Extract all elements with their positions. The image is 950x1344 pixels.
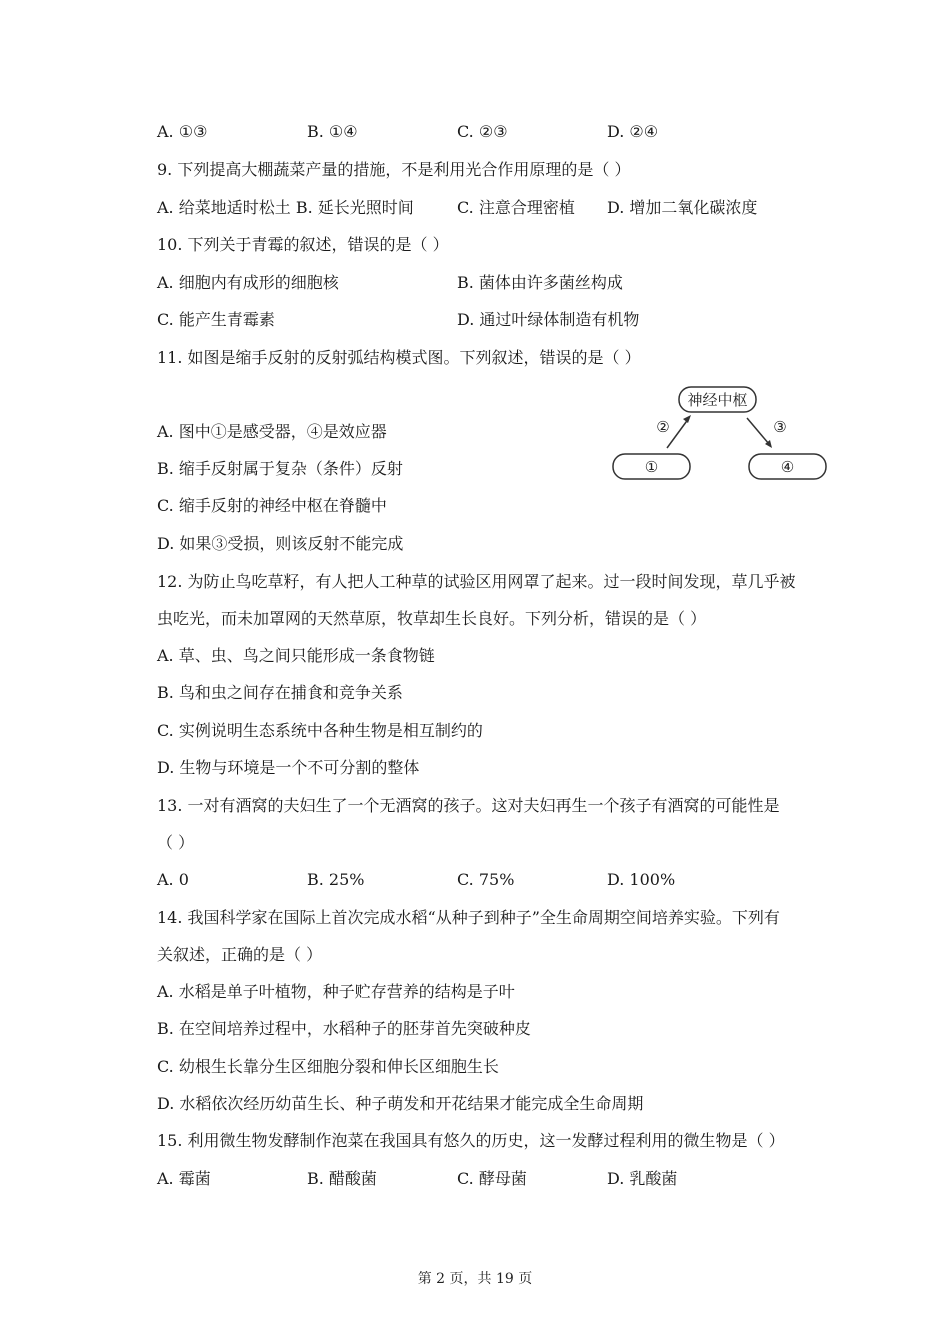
q12-stem-line1: 12. 为防止鸟吃草籽，有人把人工种草的试验区用网罩了起来。过一段时间发现，草几乎被 bbox=[157, 572, 796, 591]
q11-option-d: D. 如果③受损，则该反射不能完成 bbox=[157, 534, 404, 553]
q14-option-c: C. 幼根生长靠分生区细胞分裂和伸长区细胞生长 bbox=[157, 1057, 499, 1076]
q12-option-d: D. 生物与环境是一个不可分割的整体 bbox=[157, 758, 420, 777]
q10-option-a: A. 细胞内有成形的细胞核 bbox=[157, 273, 339, 292]
effector-label: ④ bbox=[780, 458, 795, 476]
q12-option-b: B. 鸟和虫之间存在捕食和竞争关系 bbox=[157, 683, 403, 702]
q9-option-c: C. 注意合理密植 bbox=[457, 198, 575, 217]
q11-option-c: C. 缩手反射的神经中枢在脊髓中 bbox=[157, 496, 387, 515]
q10-option-c: C. 能产生青霉素 bbox=[157, 310, 275, 329]
q13-option-c: C. 75% bbox=[457, 870, 515, 889]
q15-option-c: C. 酵母菌 bbox=[457, 1169, 527, 1188]
q9-stem: 9. 下列提高大棚蔬菜产量的措施，不是利用光合作用原理的是（ ） bbox=[157, 160, 631, 179]
q13-option-d: D. 100% bbox=[607, 870, 676, 889]
afferent-arrowhead bbox=[683, 415, 691, 423]
q8-option-c: C. ②③ bbox=[457, 122, 508, 141]
efferent-arrow bbox=[747, 418, 769, 444]
q14-option-a: A. 水稻是单子叶植物，种子贮存营养的结构是子叶 bbox=[157, 982, 515, 1001]
q13-option-b: B. 25% bbox=[307, 870, 365, 889]
q15-stem: 15. 利用微生物发酵制作泡菜在我国具有悠久的历史，这一发酵过程利用的微生物是（ ） bbox=[157, 1131, 785, 1150]
q12-stem-line2: 虫吃光，而未加罩网的天然草原，牧草却生长良好。下列分析，错误的是（ ） bbox=[157, 609, 707, 628]
efferent-nerve-label: ③ bbox=[773, 418, 787, 436]
afferent-arrow bbox=[667, 418, 689, 448]
q13-stem-line2: （ ） bbox=[157, 833, 195, 852]
q14-option-b: B. 在空间培养过程中，水稻种子的胚芽首先突破种皮 bbox=[157, 1019, 531, 1038]
q8-option-a: A. ①③ bbox=[157, 122, 208, 141]
q14-stem-line2: 关叙述，正确的是（ ） bbox=[157, 945, 323, 964]
q13-stem-line1: 13. 一对有酒窝的夫妇生了一个无酒窝的孩子。这对夫妇再生一个孩子有酒窝的可能性是 bbox=[157, 796, 780, 815]
q8-option-d: D. ②④ bbox=[607, 122, 659, 141]
q13-option-a: A. 0 bbox=[157, 870, 189, 889]
q8-option-b: B. ①④ bbox=[307, 122, 358, 141]
q12-option-c: C. 实例说明生态系统中各种生物是相互制约的 bbox=[157, 721, 483, 740]
nerve-center-label: 神经中枢 bbox=[687, 391, 748, 409]
q14-option-d: D. 水稻依次经历幼苗生长、种子萌发和开花结果才能完成全生命周期 bbox=[157, 1094, 644, 1113]
q10-stem: 10. 下列关于青霉的叙述，错误的是（ ） bbox=[157, 235, 449, 254]
afferent-nerve-label: ② bbox=[656, 418, 670, 436]
q10-option-b: B. 菌体由许多菌丝构成 bbox=[457, 273, 623, 292]
q14-stem-line1: 14. 我国科学家在国际上首次完成水稻“从种子到种子”全生命周期空间培养实验。下列有 bbox=[157, 908, 780, 927]
q11-stem: 11. 如图是缩手反射的反射弧结构模式图。下列叙述，错误的是（ ） bbox=[157, 348, 641, 367]
q9-option-ab: A. 给菜地适时松土 B. 延长光照时间 bbox=[157, 198, 414, 217]
q12-option-a: A. 草、虫、鸟之间只能形成一条食物链 bbox=[157, 646, 435, 665]
q11-option-b: B. 缩手反射属于复杂（条件）反射 bbox=[157, 459, 403, 478]
q15-option-b: B. 醋酸菌 bbox=[307, 1169, 377, 1188]
q15-option-d: D. 乳酸菌 bbox=[607, 1169, 678, 1188]
q15-option-a: A. 霉菌 bbox=[157, 1169, 211, 1188]
reflex-arc-diagram bbox=[605, 382, 835, 484]
page-footer: 第 2 页，共 19 页 bbox=[417, 1271, 533, 1287]
q11-option-a: A. 图中①是感受器，④是效应器 bbox=[157, 422, 387, 441]
q9-option-d: D. 增加二氧化碳浓度 bbox=[607, 198, 758, 217]
receptor-label: ① bbox=[644, 458, 659, 476]
q10-option-d: D. 通过叶绿体制造有机物 bbox=[457, 310, 640, 329]
